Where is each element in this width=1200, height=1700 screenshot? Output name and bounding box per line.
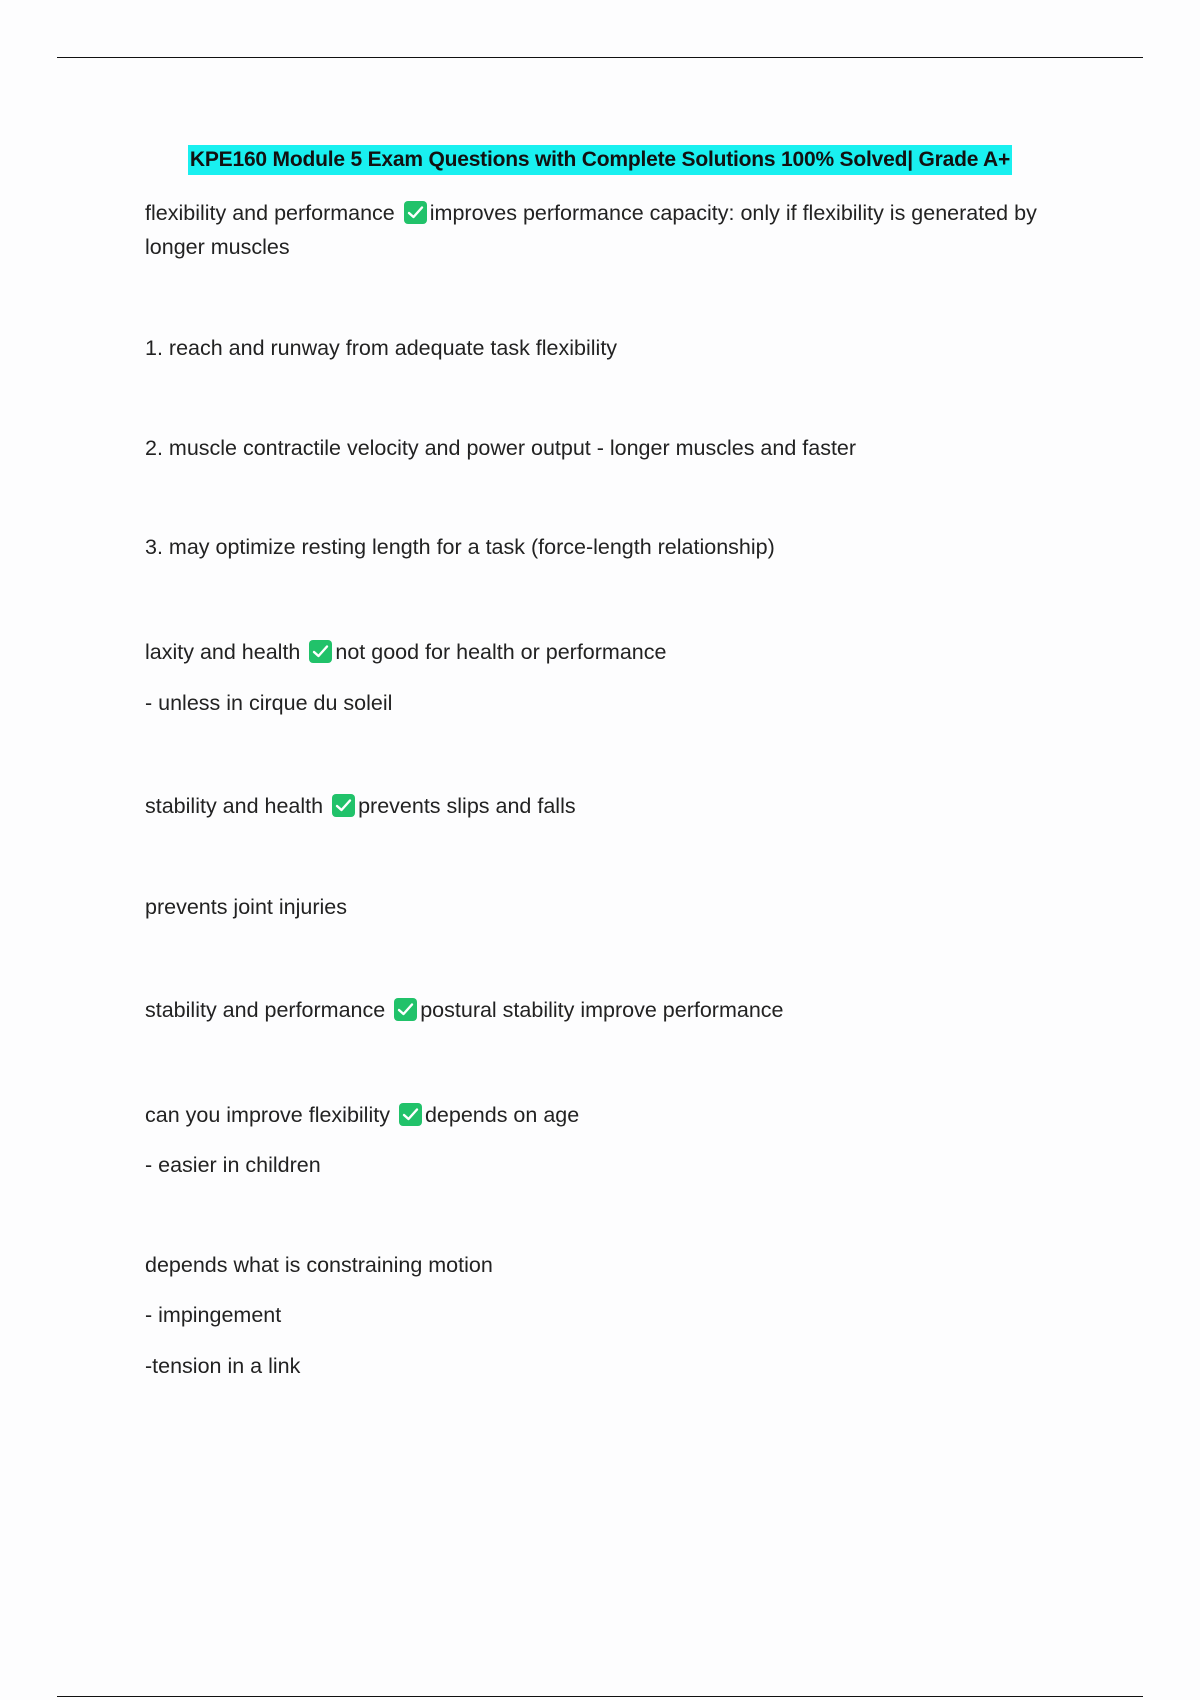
- entry-term: flexibility and performance: [145, 201, 395, 225]
- list-item: 3. may optimize resting length for a task (force-length relationship): [145, 535, 775, 559]
- entry-answer: improves performance capacity: only if flexibility is generated by longer muscles: [145, 201, 1037, 259]
- entry-term: stability and health: [145, 794, 324, 818]
- checkmark-icon: [394, 998, 417, 1021]
- list-item: -tension in a link: [145, 1354, 301, 1378]
- qa-entry-improve-flexibility: [145, 1098, 579, 1132]
- document-title: KPE160 Module 5 Exam Questions with Complete Solutions 100% Solved| Grade A+: [188, 145, 1012, 175]
- title-container: [0, 145, 1200, 175]
- entry-term: stability and performance: [145, 998, 386, 1022]
- qa-entry-laxity-health: [145, 635, 666, 669]
- list-item: 1. reach and runway from adequate task flexibility: [145, 336, 618, 360]
- checkmark-icon: [404, 201, 427, 224]
- qa-entry-stability-health: [145, 789, 576, 823]
- entry-answer: prevents slips and falls: [358, 794, 576, 818]
- entry-answer: not good for health or performance: [335, 640, 667, 664]
- footer-rule: [57, 1696, 1143, 1697]
- list-item: - easier in children: [145, 1153, 321, 1177]
- entry-term: laxity and health: [145, 640, 301, 664]
- list-item: prevents joint injuries: [145, 895, 347, 919]
- qa-entry-stability-performance: [145, 993, 783, 1027]
- checkmark-icon: [309, 640, 332, 663]
- list-item: depends what is constraining motion: [145, 1253, 493, 1277]
- qa-entry-flexibility-performance: [145, 196, 1095, 264]
- entry-answer: postural stability improve performance: [420, 998, 784, 1022]
- checkmark-icon: [399, 1103, 422, 1126]
- checkmark-icon: [332, 794, 355, 817]
- list-item: - unless in cirque du soleil: [145, 691, 393, 715]
- list-item: - impingement: [145, 1303, 282, 1327]
- list-item: 2. muscle contractile velocity and power output - longer muscles and faster: [145, 436, 857, 460]
- entry-term: can you improve flexibility: [145, 1103, 390, 1127]
- entry-answer: depends on age: [424, 1103, 580, 1127]
- header-rule: [57, 57, 1143, 58]
